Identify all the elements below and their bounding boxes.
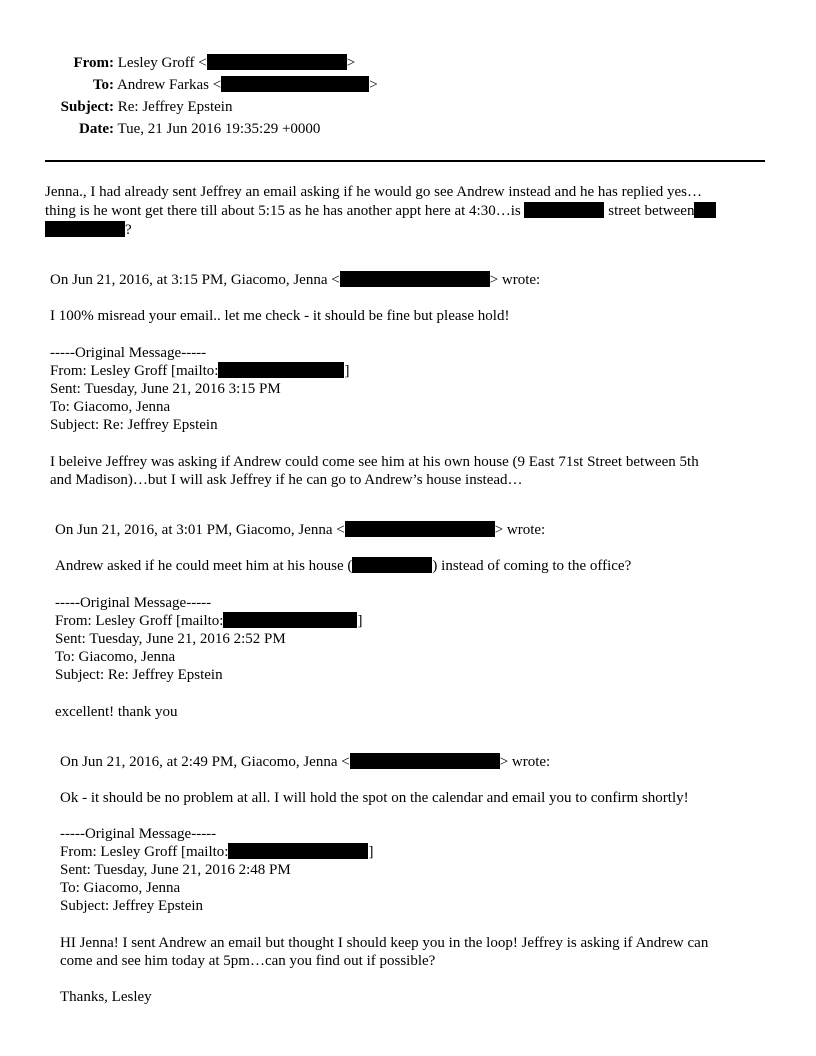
reply-line-3	[45, 221, 132, 239]
header-divider	[45, 160, 765, 162]
redaction-box	[218, 362, 344, 378]
reply-line-2	[45, 202, 716, 220]
quote2-body: excellent! thank you	[55, 704, 178, 720]
redaction-box	[694, 202, 716, 218]
header-from	[0, 53, 355, 73]
quote3-body-line-1: HI Jenna! I sent Andrew an email but thought I should keep you in the loop! Jeffrey is asking if Andrew can	[60, 935, 709, 951]
from-label: From:	[73, 55, 114, 71]
reply-line-3-text: ?	[125, 222, 132, 238]
quote2-sent: Sent: Tuesday, June 21, 2016 2:52 PM	[55, 631, 286, 647]
quote1-from-text: From: Lesley Groff [mailto:	[50, 363, 219, 379]
quote3-from-text: From: Lesley Groff [mailto:	[60, 844, 229, 860]
quote1-from	[50, 362, 349, 380]
quote1-attribution-text: On Jun 21, 2016, at 3:15 PM, Giacomo, Jenna <	[50, 272, 340, 288]
reply-line-1: Jenna., I had already sent Jeffrey an email asking if he would go see Andrew instead and he has replied yes…	[45, 184, 703, 200]
to-value: Andrew Farkas <	[116, 77, 222, 93]
date-label: Date:	[79, 121, 114, 137]
redaction-box	[352, 557, 432, 573]
quote3-from	[60, 843, 373, 861]
quote2-from	[55, 612, 362, 630]
quote3-attribution-text: On Jun 21, 2016, at 2:49 PM, Giacomo, Jenna <	[60, 754, 350, 770]
quote1-sent: Sent: Tuesday, June 21, 2016 3:15 PM	[50, 381, 281, 397]
quote3-from-close: ]	[368, 844, 374, 860]
redaction-box	[45, 221, 125, 237]
date-value: Tue, 21 Jun 2016 19:35:29 +0000	[117, 121, 321, 137]
quote2-attribution-text: On Jun 21, 2016, at 3:01 PM, Giacomo, Jenna <	[55, 522, 345, 538]
quote2-from-close: ]	[357, 613, 363, 629]
quote1-attribution	[50, 271, 540, 289]
header-subject	[0, 97, 232, 117]
redaction-box	[350, 753, 500, 769]
quote2-message-end: ) instead of coming to the office?	[432, 558, 632, 574]
quote3-body-line-2: come and see him today at 5pm…can you find out if possible?	[60, 953, 436, 969]
quote1-wrote: > wrote:	[489, 272, 541, 288]
quote1-from-close: ]	[344, 363, 350, 379]
quote3-sent: Sent: Tuesday, June 21, 2016 2:48 PM	[60, 862, 291, 878]
quote2-subject: Subject: Re: Jeffrey Epstein	[55, 667, 223, 683]
quote2-to: To: Giacomo, Jenna	[55, 649, 176, 665]
quote3-attribution	[60, 753, 550, 771]
from-close: >	[346, 55, 356, 71]
subject-value: Re: Jeffrey Epstein	[117, 99, 233, 115]
quote1-subject: Subject: Re: Jeffrey Epstein	[50, 417, 218, 433]
from-value: Lesley Groff <	[117, 55, 207, 71]
subject-label: Subject:	[60, 99, 114, 115]
quote2-wrote: > wrote:	[494, 522, 546, 538]
quote3-signature: Thanks, Lesley	[60, 989, 152, 1005]
redaction-box	[223, 612, 357, 628]
redaction-box	[524, 202, 604, 218]
reply-line-2-street: street between	[608, 203, 695, 219]
quote2-from-text: From: Lesley Groff [mailto:	[55, 613, 224, 629]
quote3-subject: Subject: Jeffrey Epstein	[60, 898, 204, 914]
quote1-body-line-2: and Madison)…but I will ask Jeffrey if he can go to Andrew’s house instead…	[50, 472, 523, 488]
header-to	[0, 75, 378, 95]
quote2-attribution	[55, 521, 545, 539]
quote1-message: I 100% misread your email.. let me check - it should be fine but please hold!	[50, 308, 510, 324]
quote2-original-marker: -----Original Message-----	[55, 595, 212, 611]
reply-line-2-text: thing is he wont get there till about 5:15 as he has another appt here at 4:30…is	[45, 203, 521, 219]
quote3-to: To: Giacomo, Jenna	[60, 880, 181, 896]
quote1-to: To: Giacomo, Jenna	[50, 399, 171, 415]
quote3-message: Ok - it should be no problem at all. I will hold the spot on the calendar and email you to confirm shortly!	[60, 790, 689, 806]
header-date	[0, 119, 320, 139]
quote1-body-line-1: I beleive Jeffrey was asking if Andrew could come see him at his own house (9 East 71st Street between 5th	[50, 454, 699, 470]
redaction-box	[207, 54, 347, 70]
redaction-box	[228, 843, 368, 859]
to-label: To:	[92, 77, 114, 93]
quote3-original-marker: -----Original Message-----	[60, 826, 217, 842]
redaction-box	[221, 76, 369, 92]
quote1-original-marker: -----Original Message-----	[50, 345, 207, 361]
to-close: >	[369, 77, 378, 93]
redaction-box	[345, 521, 495, 537]
quote3-wrote: > wrote:	[499, 754, 551, 770]
quote2-message	[55, 557, 631, 575]
redaction-box	[340, 271, 490, 287]
quote2-message-text: Andrew asked if he could meet him at his house (	[55, 558, 353, 574]
